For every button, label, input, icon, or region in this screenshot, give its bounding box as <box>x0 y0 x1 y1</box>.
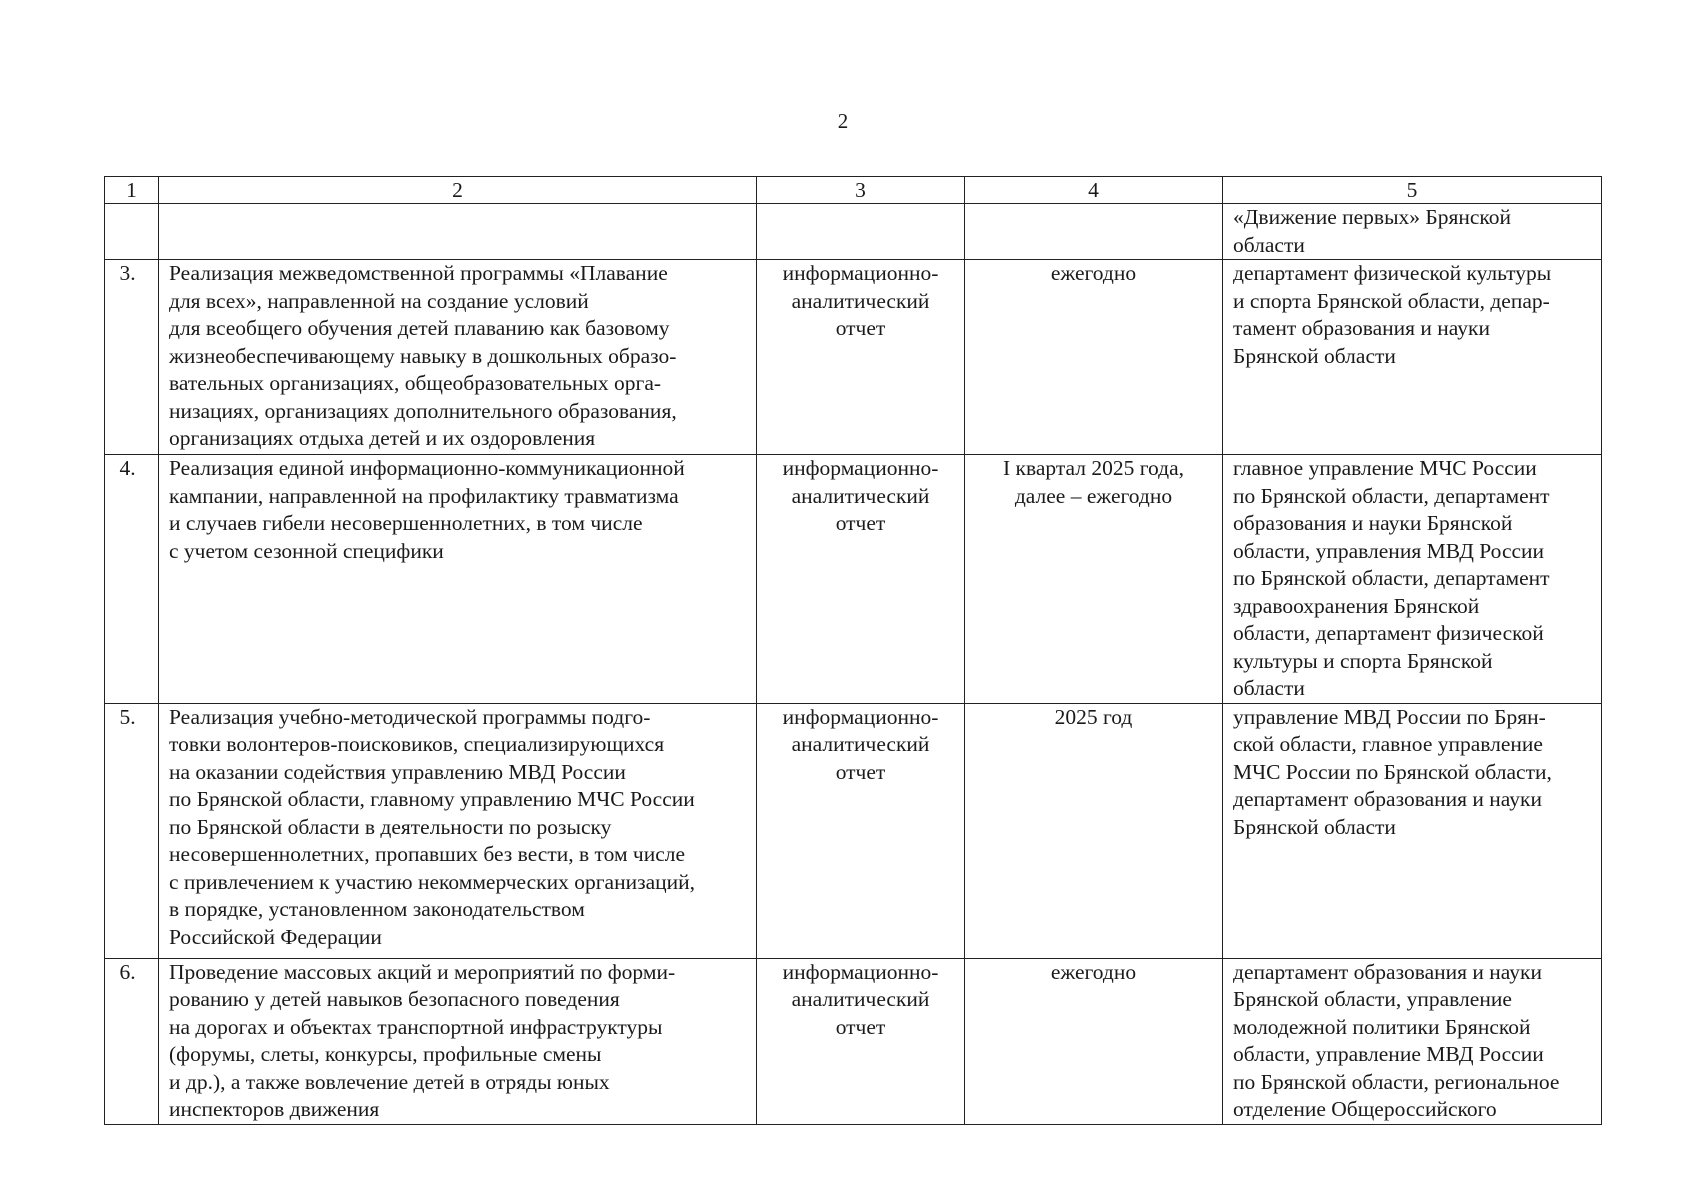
table-row-continuation <box>105 204 1602 260</box>
report-form-cell: информационно- аналитический отчет <box>757 260 965 455</box>
activity-cell: Реализация учебно-методической программы подго- товки волонтеров-поисковиков, специализирующихся на оказании содействия управлению МВД России по Брянской области, главному управлению МЧС России по Брянской области в деятельности по розыску несовершеннолетних, пропавших без вести, в том числе с привлечением к участию некоммерческих организаций, в порядке, установленном законодательством Российской Федерации <box>159 703 757 958</box>
header-col-1: 1 <box>105 177 159 204</box>
table-row <box>105 455 1602 704</box>
column-numbers-header <box>105 177 1602 204</box>
activity-cell: Проведение массовых акций и мероприятий по форми- рованию у детей навыков безопасного поведения на дорогах и объектах транспортной инфраструктуры (форумы, слеты, конкурсы, профильные смены и др.), а также вовлечение детей в отряды юных инспекторов движения <box>159 958 757 1124</box>
measures-table <box>104 176 1602 1125</box>
activity-cell <box>159 204 757 260</box>
deadline-cell: ежегодно <box>965 260 1223 455</box>
responsible-cell: департамент физической культуры и спорта Брянской области, депар- тамент образования и науки Брянской области <box>1223 260 1602 455</box>
page-number: 2 <box>837 109 849 133</box>
table-row <box>105 260 1602 455</box>
deadline-cell: 2025 год <box>965 703 1223 958</box>
activity-cell: Реализация межведомственной программы «Плавание для всех», направленной на создание условий для всеобщего обучения детей плаванию как базовому жизнеобеспечивающему навыку в дошкольных образо- вательных организациях, общеобразовательных орга- низациях, организациях дополнительного образования, организациях отдыха детей и их оздоровления <box>159 260 757 455</box>
table-row <box>105 703 1602 958</box>
row-number: 5. <box>105 703 159 958</box>
header-col-5: 5 <box>1223 177 1602 204</box>
row-number: 6. <box>105 958 159 1124</box>
row-number <box>105 204 159 260</box>
report-form-cell: информационно- аналитический отчет <box>757 455 965 704</box>
deadline-cell <box>965 204 1223 260</box>
responsible-cell: главное управление МЧС России по Брянской области, департамент образования и науки Брянской области, управления МВД России по Брянской области, департамент здравоохранения Брянской области, департамент физической культуры и спорта Брянской области <box>1223 455 1602 704</box>
responsible-cell: департамент образования и науки Брянской области, управление молодежной политики Брянской области, управление МВД России по Брянской области, региональное отделение Общероссийского <box>1223 958 1602 1124</box>
report-form-cell: информационно- аналитический отчет <box>757 703 965 958</box>
report-form-cell: информационно- аналитический отчет <box>757 958 965 1124</box>
row-number: 3. <box>105 260 159 455</box>
header-col-4: 4 <box>965 177 1223 204</box>
deadline-cell: ежегодно <box>965 958 1223 1124</box>
deadline-cell: I квартал 2025 года, далее – ежегодно <box>965 455 1223 704</box>
row-number: 4. <box>105 455 159 704</box>
activity-cell: Реализация единой информационно-коммуникационной кампании, направленной на профилактику травматизма и случаев гибели несовершеннолетних, в том числе с учетом сезонной специфики <box>159 455 757 704</box>
header-col-3: 3 <box>757 177 965 204</box>
table-row <box>105 958 1602 1124</box>
responsible-cell: «Движение первых» Брянской области <box>1223 204 1602 260</box>
report-form-cell <box>757 204 965 260</box>
responsible-cell: управление МВД России по Брян- ской области, главное управление МЧС России по Брянской области, департамент образования и науки Брянской области <box>1223 703 1602 958</box>
header-col-2: 2 <box>159 177 757 204</box>
